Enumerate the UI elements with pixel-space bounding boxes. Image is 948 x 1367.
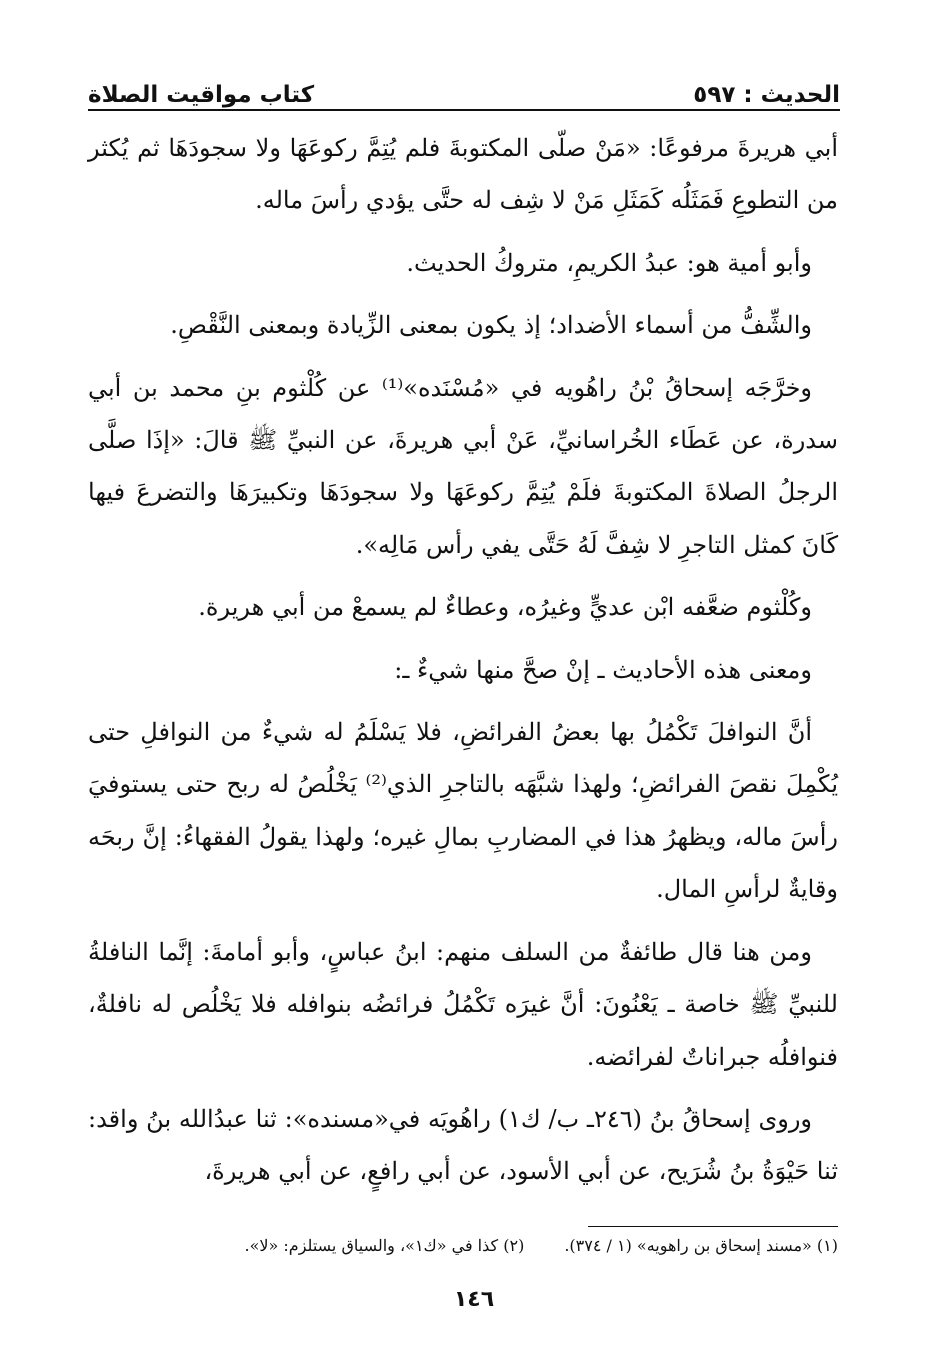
paragraph: وروى إسحاقُ بنُ (٢٤٦ـ ب/ ك١) راهُويَه في«مسنده»: ثنا عبدُالله بنُ واقد: ثنا حَيْوَةُ بنُ شُرَيح، عن أبي الأسود، عن أبي رافعٍ، عن أبي هريرةَ،: [88, 1104, 838, 1186]
footnotes: [88, 1232, 838, 1260]
footnote: (٢) كذا في «ك١»، والسياق يستلزم: «لا».: [244, 1236, 525, 1255]
book-title: كتاب مواقيت الصلاة: [88, 82, 315, 108]
footnote-rule: [588, 1226, 838, 1227]
paragraph: وخرَّجَه إسحاقُ بْنُ راهُويه في «مُسْنَده»⁽¹⁾ عن كُلْثوم بنِ محمد بن أبي سدرة، عن عَطَاء الخُراسانيِّ، عَنْ أبي هريرةَ، عن النبيِّ ﷺ قالَ: «إذَا صلَّى الرجلُ الصلاةَ المكتوبةَ فلَمْ يُتِمَّ ركوعَهَا ولا سجودَهَا وتكبيرَهَا والتضرعَ فيها كَانَ كمثل التاجرِ لا شِفَّ لَهُ حَتَّى يفي رأس مَالِه».: [88, 373, 838, 559]
header-rule: [88, 109, 840, 111]
running-header: [88, 72, 840, 108]
paragraph: وكُلْثوم ضعَّفه ابْن عديٍّ وغيرُه، وعطاءٌ لم يسمعْ من أبي هريرة.: [198, 593, 812, 622]
main-text: [88, 122, 838, 1208]
paragraph: ومعنى هذه الأحاديث ـ إنْ صحَّ منها شيءٌ ـ:: [394, 655, 812, 684]
paragraph: أنَّ النوافلَ تَكْمُلُ بها بعضُ الفرائضِ، فلا يَسْلَمُ له شيءٌ من النوافلِ حتى يُكْمِلَ نقصَ الفرائضِ؛ ولهذا شبَّهَه بالتاجرِ الذي⁽²⁾ يَخْلُصُ له ربح حتى يستوفيَ رأسَ ماله، ويظهرُ هذا في المضاربِ بمالِ غيره؛ ولهذا يقولُ الفقهاءُ: إنَّ ربحَه وقايةٌ لرأسِ المال.: [88, 718, 838, 904]
paragraph: وأبو أمية هو: عبدُ الكريمِ، متروكُ الحديث.: [406, 248, 812, 277]
page-number: ١٤٦: [453, 1287, 495, 1312]
footnote: (١) «مسند إسحاق بن راهويه» (١ / ٣٧٤).: [564, 1236, 838, 1255]
paragraph: والشِّفُّ من أسماء الأضداد؛ إذ يكون بمعنى الزِّيادة وبمعنى النَّقْصِ.: [170, 311, 812, 340]
hadith-number: الحديث : ٥٩٧: [693, 82, 840, 108]
paragraph: ومن هنا قال طائفةٌ من السلف منهم: ابنُ عباسٍ، وأبو أمامةَ: إنَّما النافلةُ للنبيِّ ﷺ خاصة ـ يَعْنُونَ: أنَّ غيرَه تَكْمُلُ فرائضُه بنوافله فلا يَخْلُص له نافلةٌ، فنوافلُه جبراناتٌ لفرائضه.: [88, 937, 838, 1071]
paragraph: أبي هريرةَ مرفوعًا: «مَنْ صلّى المكتوبةَ فلم يُتِمَّ ركوعَهَا ولا سجودَهَا ثم يُكثر من التطوعِ فَمَثَلُه كَمَثَلِ مَنْ لا شِف له حتَّى يؤدي رأسَ ماله.: [88, 134, 838, 215]
